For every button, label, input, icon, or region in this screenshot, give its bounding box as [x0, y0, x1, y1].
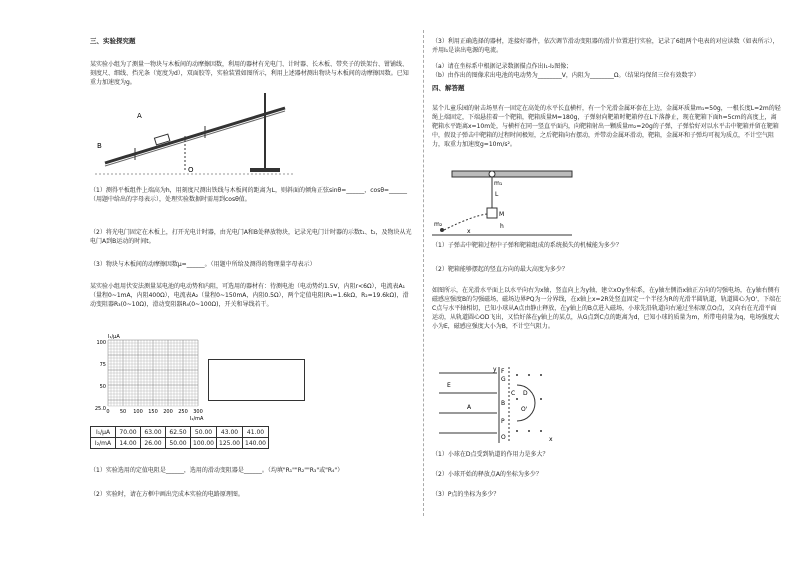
question-4: （1）实验选用的定值电阻是______，选用的滑动变阻器是______。（均填"R₁""R₂""R₃"或"R₄"）: [90, 467, 344, 474]
y-tick-label: 75: [99, 362, 106, 368]
experiment-2-intro: 某实验小组用伏安法测量某电池的电动势和内阻，可选用的器材有：待测电池（电动势约1.5V，内阻r<6Ω），电流表A₁（量程0~1mA，内阻400Ω），电流表A₂（量程0~150mA，内阻0.5Ω），两个定值电阻(R₁=1.6kΩ，R₂=19.6kΩ)，滑动变阻器R₃(0~10Ω)，滑动变阻器R₄(0~100Ω)，开关和导线若干。: [90, 283, 409, 308]
question-3a: （a）请在坐标系中根据记录数据描点作出I₁-I₂图像；: [432, 63, 573, 70]
x-axis-label: I₂/mA: [190, 416, 204, 422]
x-tick-label: 200: [163, 409, 173, 415]
x-tick-label: 100: [133, 409, 143, 415]
question-3b: （b）由作出的图像求出电池的电动势为________V，内阻为________Ω。（结果均保留三位有效数字）: [432, 72, 700, 79]
table-cell: 14.00: [116, 438, 141, 449]
label-b2: B: [501, 400, 506, 407]
row1-label: I₁/μA: [91, 427, 116, 438]
target-box-figure: [432, 168, 572, 238]
label-a: A: [137, 112, 142, 120]
problem-1-q1: （1）子弹击中靶箱过程中子弹和靶箱组成的系统损失的机械能为多少？: [432, 242, 622, 249]
table-cell: 41.00: [243, 427, 269, 438]
label-x2: x: [549, 436, 553, 443]
field-diagram-figure: [437, 365, 557, 445]
y-tick-label: 100: [96, 340, 106, 346]
x-tick-label: 0: [106, 409, 110, 415]
data-table: [90, 426, 269, 449]
section-4-title: 四、解答题: [432, 84, 465, 92]
label-e: E: [447, 382, 451, 389]
table-cell: 70.00: [116, 427, 141, 438]
label-a2: A: [467, 404, 472, 411]
x-tick-label: 50: [119, 409, 127, 415]
problem-2-text: 如图所示，在光滑水平面上以水平向右为x轴，竖直向上为y轴，建立xOy坐标系，在y轴左侧沿x轴正方向的匀强电场，在y轴右侧有磁感应强度B的匀强磁场，磁场边界PQ为一分界线，在x轴上x=2R处竖直固定一个半径为R的光滑半圆轨道，轨道圆心为O'，下端在C点与水平轴相切，已知小球从A点由静止释放，在y轴上的B点进入磁场，小球先沿轨道向右通过坐标原点O点，又向右在光滑平面运动，从轨道圆心OD飞出，又恰好落在y轴上的某点，从G点到C点的距离为d，已知小球的质量为m，所带电荷量为q，电场强度大小为E，磁感应强度大小为B，不计空气阻力。: [432, 287, 782, 330]
label-h: h: [500, 223, 504, 230]
problem-1-q2: （2）靶箱能够摆起的竖直方向的最大高度为多少？: [432, 266, 568, 273]
problem-2-q1: （1）小球在D点受到轨道的作用力是多大？: [432, 451, 549, 458]
problem-2-q2: （2）小球开始的释放点A的坐标为多少？: [432, 471, 542, 478]
problem-1-text: 某个儿童乐园的射击场里有一固定在高处的水平长直横杆，有一个光滑金属环套在上边，金属环质量m₁=50g，一根长度L=2m的轻绳上端固定，下端悬挂着一个靶箱，靶箱质量M=180g，子弹射向靶箱时靶箱停在L下落静止，现在靶箱下面h=5cm的高度上，离靶箱水平距离x=10m处，与横杆在同一竖直平面内，向靶箱射出一颗质量m₂=20g的子弹，子弹恰好对以水平击中靶箱并留在靶箱中，假设子弹击中靶箱的过程时间极短，之后靶箱向右摆动，并带动金属环滑动，靶箱，金属环和子弹均可视为质点，不计空气阻力，取重力加速度g=10m/s²。: [432, 105, 781, 148]
table-cell: 50.00: [191, 427, 217, 438]
question-2: （2）将光电门固定在木板上，打开光电计时器，由光电门A和B处释放物块，记录光电门计时器的示数t₁、t₂，及物块从光电门A到B运动的时间t。: [90, 229, 412, 245]
label-p: P: [501, 418, 505, 425]
question-3-continued: （3）利用正确选择的器材，连接好器件，依次调节滑动变阻器的滑片位置进行实验，记录了6组两个电表的对应读数（如表所示），并用I₁是读出电源的电流。: [432, 38, 779, 54]
y-tick-label: 25.0: [94, 406, 106, 412]
label-o: O: [188, 166, 194, 174]
table-row: [91, 438, 269, 449]
label-g: G: [501, 376, 506, 383]
question-1: （1）测得平板组件上端高为h，用刻度尺测出铁线与木板间的距离为L，则斜面的倾角正弦sinθ=______，cosθ=______（用题中给出的字母表示），处理实验数据时需用到cosθ值。: [90, 187, 408, 203]
question-3: （3）物块与木板间的动摩擦因数μ=______。（用题中所给及测得的物理量字母表示）: [90, 261, 316, 268]
table-cell: 26.00: [141, 438, 166, 449]
circuit-diagram-box[interactable]: [208, 359, 305, 401]
label-y: y: [493, 366, 497, 373]
label-f: F: [501, 368, 505, 375]
label-m1: m₁: [494, 180, 503, 187]
table-cell: 125.00: [217, 438, 243, 449]
section-3-title: 三、实验探究题: [90, 37, 136, 45]
table-row: [91, 427, 269, 438]
incline-apparatus-figure: [95, 88, 295, 178]
label-d: D: [523, 390, 528, 397]
table-cell: 140.00: [243, 438, 269, 449]
row2-label: I₂/mA: [91, 438, 116, 449]
label-l: L: [495, 191, 499, 198]
label-o-prime: O': [521, 406, 528, 413]
table-cell: 63.00: [141, 427, 166, 438]
label-x: x: [467, 228, 471, 235]
x-tick-label: 250: [178, 409, 188, 415]
question-5: （2）实验时，请在方框中画出完成本实验的电路原理图。: [90, 491, 244, 498]
table-cell: 100.00: [191, 438, 217, 449]
x-tick-label: 150: [148, 409, 158, 415]
column-divider: [423, 30, 424, 516]
label-o2: O: [501, 434, 506, 441]
table-cell: 43.00: [217, 427, 243, 438]
experiment-1-intro: 某实验小组为了测量一物块与木板间的动摩擦因数，利用的器材有光电门、计时器、长木板、带夹子的铁架台、钳铺线、刻度尺、细线、挡光条（宽度为d），双面胶等，实验装置如图所示，利用上述器材测出物块与木板间的动摩擦因数。已知重力加速度为g。: [90, 61, 409, 86]
label-m2: m₂: [434, 221, 443, 228]
y-axis-label: I₁/μA: [108, 334, 120, 340]
table-cell: 50.00: [166, 438, 191, 449]
label-m: M: [499, 211, 505, 218]
graph-paper: [90, 332, 202, 422]
x-tick-label: 300: [193, 409, 203, 415]
y-tick-label: 50: [99, 384, 106, 390]
label-c: C: [511, 390, 516, 397]
label-b: B: [97, 142, 102, 150]
table-cell: 62.50: [166, 427, 191, 438]
problem-2-q3: （3）P点的坐标为多少？: [432, 491, 500, 498]
